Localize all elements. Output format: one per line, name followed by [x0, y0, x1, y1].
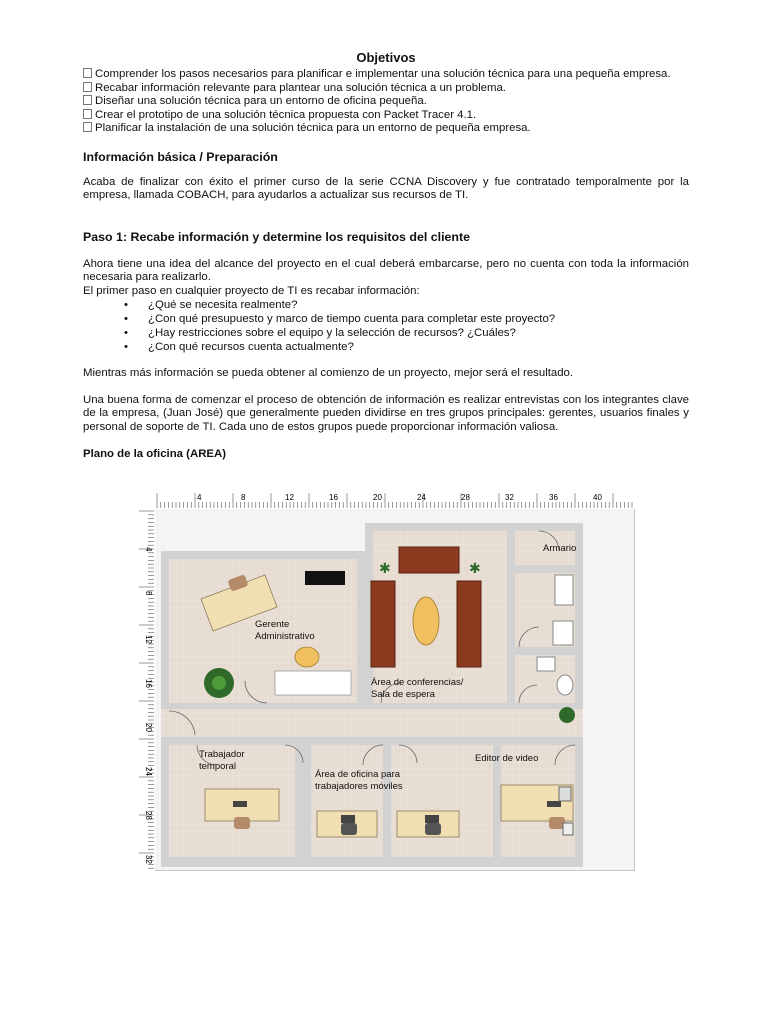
ruler-label: 8 [144, 591, 153, 596]
ruler-label: 28 [461, 493, 470, 502]
label-conferencias: Sala de espera [371, 689, 435, 700]
sink [537, 657, 555, 671]
document-page [83, 50, 689, 463]
objectives-title: Objetivos [356, 50, 416, 65]
hallway [161, 709, 583, 737]
checkbox-icon [83, 68, 92, 78]
objective-item [83, 109, 689, 123]
ruler-label: 12 [285, 493, 294, 502]
label-temporal: Trabajador [199, 749, 245, 760]
ruler-label: 16 [144, 679, 153, 688]
ruler-label: 40 [593, 493, 602, 502]
workstation [317, 811, 377, 837]
plant-icon: ✱ [379, 560, 391, 576]
ruler-label: 32 [505, 493, 514, 502]
objective-item [83, 82, 689, 96]
tv-cabinet [305, 571, 345, 585]
objective-text: Planificar la instalación de una solución técnica para un entorno de pequeña empresa. [95, 122, 531, 135]
objective-item [83, 68, 689, 82]
ruler-label: 20 [144, 723, 153, 732]
step1-paragraph: Mientras más información se pueda obtener al comienzo de un proyecto, mejor será el resultado. [83, 367, 574, 380]
checkbox-icon [83, 95, 92, 105]
sofa [399, 547, 459, 573]
ruler-label: 16 [329, 493, 338, 502]
background-heading: Información básica / Preparación [83, 149, 278, 164]
step1-paragraph: Ahora tiene una idea del alcance del proyecto en el cual deberá embarcarse, pero no cuenta con toda la información necesaria para realizarlo. [83, 257, 689, 284]
objective-text: Comprender los pasos necesarios para planificar e implementar una solución técnica para una pequeña empresa. [95, 68, 671, 80]
ruler-label: 24 [417, 493, 426, 502]
ruler-label: 36 [549, 493, 558, 502]
label-conferencias: Área de conferencias/ [371, 677, 464, 688]
checkbox-icon [83, 109, 92, 119]
ruler-label: 28 [144, 811, 153, 820]
workstation [397, 811, 459, 837]
round-table [295, 647, 319, 667]
ruler-label: 4 [197, 493, 202, 502]
ruler-label: 8 [241, 493, 246, 502]
step1-paragraph: El primer paso en cualquier proyecto de TI es recabar información: [83, 284, 420, 297]
step1-paragraph: Una buena forma de comenzar el proceso de obtención de información es realizar entrevistas con los integrantes clave de la empresa, (Juan José) que generalmente pueden dividirse en tres grupos principales: gerentes, usuarios finales y personal de soporte de TI. Cada uno de estos grupos puede proporcionar información valiosa. [83, 393, 689, 433]
objective-text: Crear el prototipo de una solución técnica propuesta con Packet Tracer 4.1. [95, 108, 477, 121]
floor-plan-heading: Plano de la oficina (AREA) [83, 448, 227, 460]
plant-icon: ✱ [469, 560, 481, 576]
label-gerente: Gerente [255, 619, 290, 630]
conference-table [413, 597, 439, 645]
floor-plan [135, 489, 635, 871]
ruler-label: 24 [144, 767, 153, 776]
sofa [371, 581, 395, 667]
background-text: Acaba de finalizar con éxito el primer curso de la serie CCNA Discovery y fue contratado temporalmente por la empresa, llamada COBACH, para ayudarlos a actualizar sus recursos de TI. [83, 175, 689, 202]
question-item: • ¿Hay restricciones sobre el equipo y la selección de recursos? ¿Cuáles? [148, 326, 689, 340]
label-moviles: trabajadores móviles [315, 781, 403, 792]
checkbox-icon [83, 82, 92, 92]
questions-list [83, 298, 689, 354]
label-armario: Armario [543, 543, 577, 554]
objectives-list [83, 68, 689, 136]
objective-text: Recabar información relevante para plantear una solución técnica a un problema. [95, 81, 506, 94]
question-item: • ¿Con qué presupuesto y marco de tiempo cuenta para completar este proyecto? [148, 312, 689, 326]
plant-icon [559, 707, 575, 723]
ruler-label: 32 [144, 855, 153, 864]
label-temporal: temporal [199, 761, 236, 772]
checkbox-icon [83, 122, 92, 132]
ruler-label: 4 [144, 547, 153, 552]
toilet-icon [557, 675, 573, 695]
step1-heading: Paso 1: Recabe información y determine los requisitos del cliente [83, 229, 470, 244]
objective-text: Diseñar una solución técnica para un entorno de oficina pequeña. [95, 95, 427, 108]
label-editor: Editor de video [475, 753, 539, 764]
question-item: • ¿Con qué recursos cuenta actualmente? [148, 340, 689, 354]
sofa [457, 581, 481, 667]
objective-item [83, 95, 689, 109]
question-item: • ¿Qué se necesita realmente? [148, 298, 689, 312]
ruler-label: 20 [373, 493, 382, 502]
sink [555, 575, 573, 605]
objective-item [83, 122, 689, 136]
label-moviles: Área de oficina para [315, 769, 401, 780]
room-movil-1 [311, 745, 383, 857]
label-gerente: Administrativo [255, 631, 315, 642]
cabinet [275, 671, 351, 695]
shower [553, 621, 573, 645]
ruler-label: 12 [144, 635, 153, 644]
